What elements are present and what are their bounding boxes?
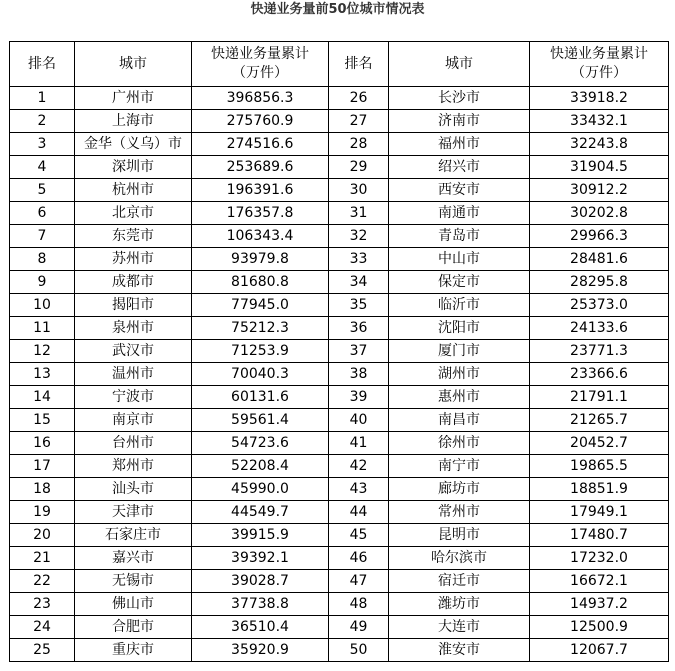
table-row (10, 386, 669, 409)
table-row (10, 87, 669, 110)
rank-cell: 34 (329, 271, 389, 294)
volume-cell: 36510.4 (192, 616, 329, 639)
volume-header-left (192, 42, 329, 87)
rank-cell: 5 (10, 179, 75, 202)
volume-header-line1: 快递业务量累计 (550, 46, 648, 62)
volume-cell: 44549.7 (192, 501, 329, 524)
city-cell: 汕头市 (75, 478, 192, 501)
table-row (10, 432, 669, 455)
rank-cell: 43 (329, 478, 389, 501)
rank-cell: 46 (329, 547, 389, 570)
table-row (10, 133, 669, 156)
table-row (10, 524, 669, 547)
rank-cell: 50 (329, 639, 389, 662)
table-row (10, 547, 669, 570)
city-cell: 无锡市 (75, 570, 192, 593)
city-cell: 济南市 (389, 110, 530, 133)
table-row (10, 202, 669, 225)
city-cell: 沈阳市 (389, 317, 530, 340)
volume-cell: 25373.0 (530, 294, 669, 317)
city-cell: 昆明市 (389, 524, 530, 547)
rank-cell: 6 (10, 202, 75, 225)
table-row (10, 455, 669, 478)
volume-cell: 39392.1 (192, 547, 329, 570)
rank-cell: 16 (10, 432, 75, 455)
volume-header-line2: （万件） (571, 65, 627, 81)
table-row (10, 225, 669, 248)
volume-cell: 93979.8 (192, 248, 329, 271)
rank-cell: 18 (10, 478, 75, 501)
rank-cell: 38 (329, 363, 389, 386)
volume-header-right (530, 42, 669, 87)
city-cell: 泉州市 (75, 317, 192, 340)
city-cell: 临沂市 (389, 294, 530, 317)
city-cell: 中山市 (389, 248, 530, 271)
rank-cell: 23 (10, 593, 75, 616)
volume-cell: 39915.9 (192, 524, 329, 547)
city-cell: 上海市 (75, 110, 192, 133)
rank-cell: 32 (329, 225, 389, 248)
rank-cell: 17 (10, 455, 75, 478)
volume-cell: 20452.7 (530, 432, 669, 455)
volume-cell: 176357.8 (192, 202, 329, 225)
rank-cell: 41 (329, 432, 389, 455)
volume-cell: 12500.9 (530, 616, 669, 639)
volume-cell: 21791.1 (530, 386, 669, 409)
rank-cell: 27 (329, 110, 389, 133)
rank-cell: 1 (10, 87, 75, 110)
rank-cell: 37 (329, 340, 389, 363)
city-cell: 淮安市 (389, 639, 530, 662)
volume-cell: 17949.1 (530, 501, 669, 524)
city-cell: 绍兴市 (389, 156, 530, 179)
city-cell: 厦门市 (389, 340, 530, 363)
rank-cell: 2 (10, 110, 75, 133)
rank-cell: 49 (329, 616, 389, 639)
rank-cell: 19 (10, 501, 75, 524)
city-cell: 郑州市 (75, 455, 192, 478)
city-cell: 青岛市 (389, 225, 530, 248)
rank-cell: 9 (10, 271, 75, 294)
volume-cell: 71253.9 (192, 340, 329, 363)
volume-cell: 106343.4 (192, 225, 329, 248)
city-cell: 惠州市 (389, 386, 530, 409)
rank-cell: 26 (329, 87, 389, 110)
volume-cell: 52208.4 (192, 455, 329, 478)
header-row (10, 42, 669, 87)
volume-cell: 77945.0 (192, 294, 329, 317)
table-row (10, 639, 669, 662)
rank-cell: 14 (10, 386, 75, 409)
table-row (10, 317, 669, 340)
rank-cell: 3 (10, 133, 75, 156)
volume-cell: 14937.2 (530, 593, 669, 616)
rank-cell: 24 (10, 616, 75, 639)
city-cell: 台州市 (75, 432, 192, 455)
city-cell: 成都市 (75, 271, 192, 294)
rank-cell: 13 (10, 363, 75, 386)
table-row (10, 616, 669, 639)
rank-cell: 10 (10, 294, 75, 317)
table-row (10, 179, 669, 202)
rank-cell: 21 (10, 547, 75, 570)
rank-header-right: 排名 (329, 42, 389, 87)
volume-cell: 28481.6 (530, 248, 669, 271)
city-cell: 合肥市 (75, 616, 192, 639)
volume-cell: 33918.2 (530, 87, 669, 110)
volume-cell: 30912.2 (530, 179, 669, 202)
rank-cell: 40 (329, 409, 389, 432)
volume-cell: 81680.8 (192, 271, 329, 294)
rank-cell: 31 (329, 202, 389, 225)
page-title: 快递业务量前50位城市情况表 (250, 2, 425, 17)
volume-cell: 37738.8 (192, 593, 329, 616)
volume-cell: 274516.6 (192, 133, 329, 156)
table-row (10, 248, 669, 271)
volume-cell: 35920.9 (192, 639, 329, 662)
volume-cell: 70040.3 (192, 363, 329, 386)
rank-cell: 47 (329, 570, 389, 593)
city-cell: 湖州市 (389, 363, 530, 386)
city-cell: 潍坊市 (389, 593, 530, 616)
rank-cell: 15 (10, 409, 75, 432)
volume-cell: 16672.1 (530, 570, 669, 593)
volume-cell: 31904.5 (530, 156, 669, 179)
city-cell: 南宁市 (389, 455, 530, 478)
table-row (10, 363, 669, 386)
volume-cell: 396856.3 (192, 87, 329, 110)
rank-cell: 20 (10, 524, 75, 547)
rank-cell: 4 (10, 156, 75, 179)
rank-cell: 39 (329, 386, 389, 409)
city-header-right: 城市 (389, 42, 530, 87)
city-cell: 长沙市 (389, 87, 530, 110)
volume-cell: 29966.3 (530, 225, 669, 248)
rank-cell: 33 (329, 248, 389, 271)
table-row (10, 271, 669, 294)
city-cell: 重庆市 (75, 639, 192, 662)
city-header-left: 城市 (75, 42, 192, 87)
table-row (10, 501, 669, 524)
volume-cell: 28295.8 (530, 271, 669, 294)
city-cell: 东莞市 (75, 225, 192, 248)
rank-cell: 44 (329, 501, 389, 524)
table-row (10, 409, 669, 432)
rank-cell: 35 (329, 294, 389, 317)
rank-cell: 45 (329, 524, 389, 547)
volume-cell: 45990.0 (192, 478, 329, 501)
city-cell: 天津市 (75, 501, 192, 524)
rank-cell: 7 (10, 225, 75, 248)
volume-cell: 17480.7 (530, 524, 669, 547)
rank-cell: 36 (329, 317, 389, 340)
volume-cell: 59561.4 (192, 409, 329, 432)
table-row (10, 110, 669, 133)
volume-cell: 60131.6 (192, 386, 329, 409)
volume-cell: 54723.6 (192, 432, 329, 455)
city-cell: 南京市 (75, 409, 192, 432)
rank-cell: 8 (10, 248, 75, 271)
volume-cell: 17232.0 (530, 547, 669, 570)
volume-cell: 196391.6 (192, 179, 329, 202)
volume-cell: 275760.9 (192, 110, 329, 133)
rank-cell: 29 (329, 156, 389, 179)
city-cell: 南昌市 (389, 409, 530, 432)
table-row (10, 570, 669, 593)
city-cell: 徐州市 (389, 432, 530, 455)
volume-cell: 30202.8 (530, 202, 669, 225)
volume-header-line2: （万件） (232, 65, 288, 81)
volume-cell: 23366.6 (530, 363, 669, 386)
rank-cell: 25 (10, 639, 75, 662)
volume-cell: 253689.6 (192, 156, 329, 179)
volume-cell: 75212.3 (192, 317, 329, 340)
rank-cell: 11 (10, 317, 75, 340)
ranking-table (9, 41, 669, 662)
rank-cell: 28 (329, 133, 389, 156)
city-cell: 温州市 (75, 363, 192, 386)
city-cell: 大连市 (389, 616, 530, 639)
table-row (10, 156, 669, 179)
city-cell: 嘉兴市 (75, 547, 192, 570)
volume-cell: 33432.1 (530, 110, 669, 133)
volume-cell: 32243.8 (530, 133, 669, 156)
table-row (10, 294, 669, 317)
city-cell: 宿迁市 (389, 570, 530, 593)
volume-cell: 18851.9 (530, 478, 669, 501)
rank-cell: 30 (329, 179, 389, 202)
table-row (10, 478, 669, 501)
volume-cell: 19865.5 (530, 455, 669, 478)
rank-cell: 48 (329, 593, 389, 616)
table-row (10, 593, 669, 616)
volume-cell: 21265.7 (530, 409, 669, 432)
city-cell: 广州市 (75, 87, 192, 110)
rank-cell: 42 (329, 455, 389, 478)
city-cell: 苏州市 (75, 248, 192, 271)
city-cell: 揭阳市 (75, 294, 192, 317)
city-cell: 常州市 (389, 501, 530, 524)
rank-header-left: 排名 (10, 42, 75, 87)
city-cell: 廊坊市 (389, 478, 530, 501)
city-cell: 西安市 (389, 179, 530, 202)
city-cell: 南通市 (389, 202, 530, 225)
city-cell: 深圳市 (75, 156, 192, 179)
table-row (10, 340, 669, 363)
rank-cell: 12 (10, 340, 75, 363)
city-cell: 保定市 (389, 271, 530, 294)
city-cell: 杭州市 (75, 179, 192, 202)
city-cell: 福州市 (389, 133, 530, 156)
city-cell: 金华（义乌）市 (75, 133, 192, 156)
volume-cell: 39028.7 (192, 570, 329, 593)
city-cell: 宁波市 (75, 386, 192, 409)
volume-cell: 24133.6 (530, 317, 669, 340)
city-cell: 佛山市 (75, 593, 192, 616)
volume-cell: 12067.7 (530, 639, 669, 662)
city-cell: 哈尔滨市 (389, 547, 530, 570)
volume-cell: 23771.3 (530, 340, 669, 363)
volume-header-line1: 快递业务量累计 (211, 46, 309, 62)
city-cell: 石家庄市 (75, 524, 192, 547)
city-cell: 北京市 (75, 202, 192, 225)
city-cell: 武汉市 (75, 340, 192, 363)
rank-cell: 22 (10, 570, 75, 593)
